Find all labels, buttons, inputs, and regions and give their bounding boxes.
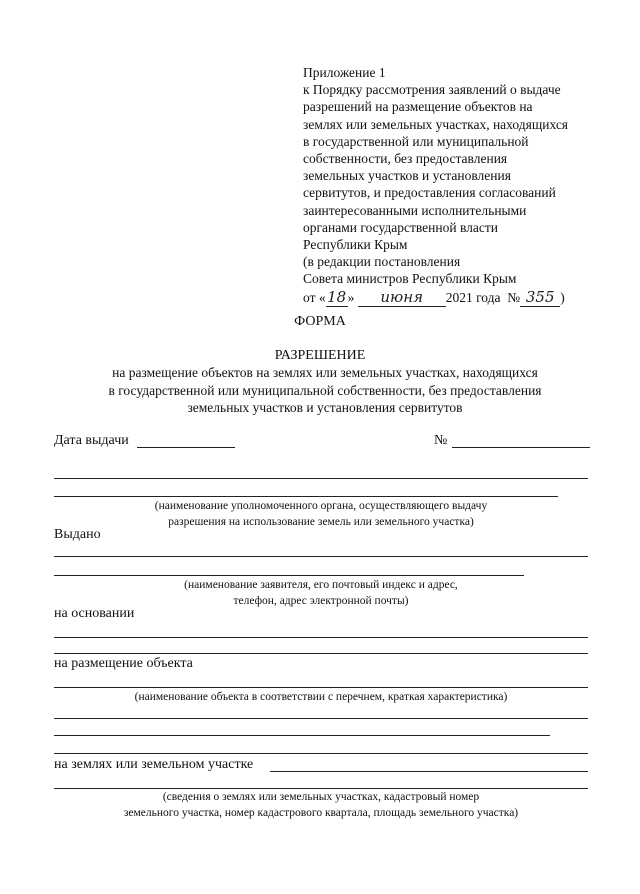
- appendix-line: органами государственной власти: [303, 219, 499, 235]
- object-field-line[interactable]: [54, 735, 550, 736]
- subtitle-line: земельных участков и установления сервитутов: [187, 400, 463, 416]
- year-text: 2021 года: [445, 289, 501, 305]
- appendix-line: сервитутов, и предоставления согласований: [303, 185, 556, 201]
- authority-caption: [54, 498, 588, 530]
- caption-line: телефон, адрес электронной почты): [233, 595, 409, 607]
- appendix-line: Совета министров Республики Крым: [303, 271, 517, 287]
- object-caption: (наименование объекта в соответствии с перечнем, краткая характеристика): [134, 691, 508, 703]
- issue-date-field[interactable]: [137, 447, 235, 448]
- form-label: ФОРМА: [294, 314, 346, 329]
- appendix-line: земельных участков и установления: [303, 168, 511, 184]
- date-prefix: от «: [303, 289, 326, 305]
- document-title: РАЗРЕШЕНИЕ: [274, 348, 366, 363]
- object-label: на размещение объекта: [54, 656, 193, 671]
- subtitle-line: в государственной или муниципальной собственности, без предоставления: [108, 382, 542, 398]
- basis-field-line[interactable]: [54, 653, 588, 654]
- number-prefix: №: [507, 289, 521, 305]
- object-field-line[interactable]: [54, 687, 588, 688]
- object-field-line[interactable]: [54, 718, 588, 719]
- close-paren: ): [560, 289, 565, 305]
- appendix-line: собственности, без предоставления: [303, 151, 508, 167]
- authority-field-line[interactable]: [54, 478, 588, 479]
- appendix-header: [303, 64, 633, 307]
- land-field-line[interactable]: [270, 771, 588, 772]
- appendix-line: разрешений на размещение объектов на: [303, 99, 533, 115]
- handwritten-number: 355: [520, 289, 560, 307]
- appendix-line: Приложение 1: [303, 65, 386, 80]
- caption-line: (наименование уполномоченного органа, осуществляющего выдачу: [154, 500, 488, 512]
- date-mid: »: [347, 289, 355, 305]
- subtitle-line: на размещение объектов на землях или земельных участках, находящихся: [112, 365, 538, 380]
- authority-field-line[interactable]: [54, 496, 558, 497]
- applicant-field-line[interactable]: [54, 575, 524, 576]
- caption-line: (сведения о землях или земельных участках, кадастровый номер: [162, 791, 480, 803]
- resolution-date-line: [303, 289, 633, 307]
- document-subtitle: [40, 364, 610, 417]
- object-field-line[interactable]: [54, 753, 588, 754]
- appendix-line: заинтересованными исполнительными: [303, 202, 527, 218]
- caption-line: земельного участка, номер кадастрового квартала, площадь земельного участка): [123, 807, 519, 819]
- appendix-line: землях или земельных участках, находящихся: [303, 116, 569, 132]
- appendix-line: Республики Крым: [303, 237, 408, 253]
- basis-field-line[interactable]: [54, 637, 588, 638]
- appendix-line: к Порядку рассмотрения заявлений о выдаче: [303, 82, 561, 98]
- handwritten-month: июня: [358, 289, 446, 307]
- basis-label: на основании: [54, 606, 135, 621]
- caption-line: разрешения на использование земель или земельного участка): [168, 516, 474, 528]
- issue-date-label: Дата выдачи: [54, 433, 129, 448]
- applicant-caption: [54, 577, 588, 609]
- caption-line: (наименование заявителя, его почтовый индекс и адрес,: [184, 579, 458, 591]
- number-field[interactable]: [452, 447, 590, 448]
- handwritten-day: 18: [327, 287, 347, 306]
- land-caption: [54, 789, 588, 821]
- applicant-field-line[interactable]: [54, 556, 588, 557]
- land-label: на землях или земельном участке: [54, 757, 254, 772]
- appendix-line: (в редакции постановления: [303, 254, 461, 270]
- appendix-line: в государственной или муниципальной: [303, 133, 529, 149]
- number-label: №: [434, 433, 448, 448]
- issued-label: Выдано: [54, 527, 101, 542]
